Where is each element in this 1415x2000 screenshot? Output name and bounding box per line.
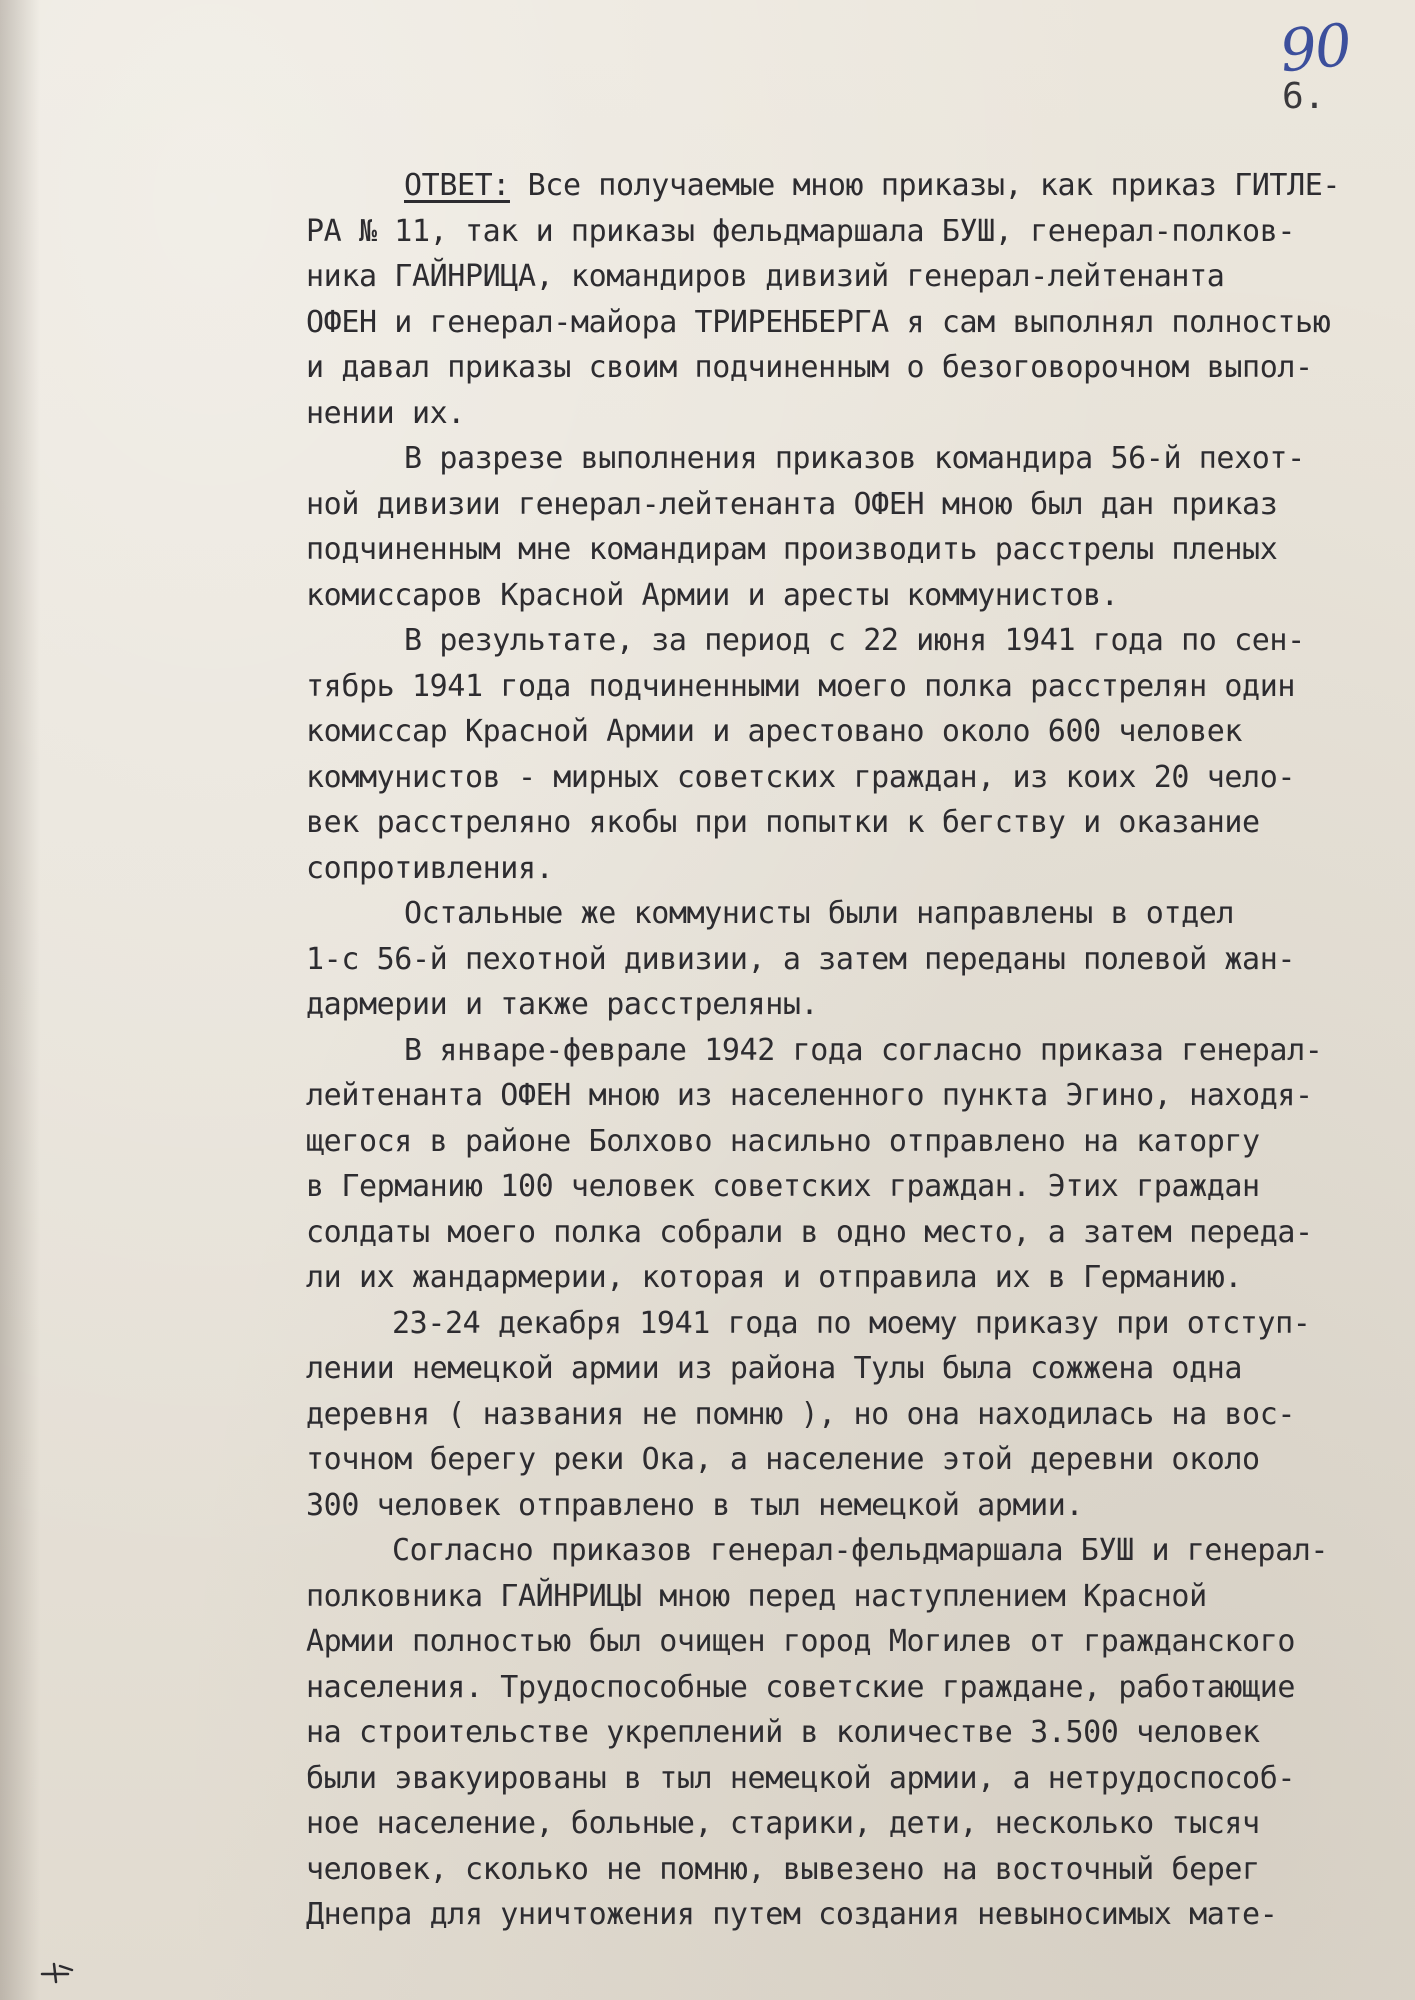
text-line: Согласно приказов генерал-фельдмаршала БУШ и генерал-	[392, 1533, 1329, 1568]
text-line: и давал приказы своим подчиненным о безоговорочном выпол-	[306, 350, 1313, 385]
text-line: человек, сколько не помню, вывезено на восточный берег	[306, 1851, 1260, 1887]
document-body	[306, 163, 1382, 1938]
answer-label: ОТВЕТ:	[404, 168, 510, 203]
text-line: населения. Трудоспособные советские граждане, работающие	[306, 1669, 1296, 1705]
page-edge-shadow	[0, 0, 40, 2000]
typed-page-number: 6.	[1282, 76, 1326, 117]
text-line: были эвакуированы в тыл немецкой армии, а нетрудоспособ-	[306, 1760, 1296, 1796]
text-line: щегося в районе Болхово насильно отправлено на каторгу	[306, 1123, 1260, 1159]
text-line: 23-24 декабря 1941 года по моему приказу при отступ-	[392, 1305, 1311, 1341]
text-line: ное население, больные, старики, дети, несколько тысяч	[306, 1806, 1260, 1841]
text-line: дармерии и также расстреляны.	[306, 987, 819, 1022]
text-line: на строительстве укреплений в количестве 3.500 человек	[306, 1715, 1260, 1750]
text-line: сопротивления.	[306, 850, 554, 886]
text-line: лейтенанта ОФЕН мною из населенного пункта Эгино, находя-	[306, 1078, 1313, 1113]
text-line-content: Все получаемые мною приказы, как приказ ГИТЛЕ-	[509, 168, 1341, 203]
text-line: в Германию 100 человек советских граждан. Этих граждан	[306, 1169, 1260, 1204]
archive-page-number: 90	[1276, 10, 1354, 86]
text-line: солдаты моего полка собрали в одно место, а затем переда-	[306, 1214, 1313, 1250]
text-line: комиссаров Красной Армии и аресты коммунистов.	[306, 577, 1119, 613]
text-line: подчиненным мне командирам производить расстрелы пленых	[306, 532, 1278, 567]
text-line: деревня ( названия не помню ), но она находилась на вос-	[306, 1396, 1296, 1432]
text-line: Остальные же коммунисты были направлены в отдел	[404, 896, 1235, 931]
text-line: В результате, за период с 22 июня 1941 года по сен-	[404, 623, 1305, 658]
text-line: тябрь 1941 года подчиненными моего полка расстрелян один	[306, 668, 1296, 704]
text-line: комиссар Красной Армии и арестовано около 600 человек	[306, 714, 1243, 749]
text-line: лении немецкой армии из района Тулы была сожжена одна	[306, 1351, 1243, 1386]
text-line: нении их.	[306, 395, 465, 431]
text-line: Днепра для уничтожения путем создания невыносимых мате-	[306, 1897, 1278, 1932]
text-line: полковника ГАЙНРИЦЫ мною перед наступлением Красной	[306, 1578, 1207, 1614]
text-line: ника ГАЙНРИЦА, командиров дивизий генерал-лейтенанта	[306, 259, 1225, 294]
text-line: век расстреляно якобы при попытки к бегству и оказание	[306, 805, 1260, 840]
text-line: ли их жандармерии, которая и отправила их в Германию.	[306, 1260, 1243, 1295]
text-line: В январе-феврале 1942 года согласно приказа генерал-	[404, 1032, 1323, 1068]
text-line	[404, 163, 1382, 209]
text-line: 300 человек отправлено в тыл немецкой армии.	[306, 1487, 1084, 1523]
text-line: точном берегу реки Ока, а население этой деревни около	[306, 1442, 1260, 1477]
text-line: коммунистов - мирных советских граждан, из коих 20 чело-	[306, 759, 1296, 795]
text-line: ОФЕН и генерал-майора ТРИРЕНБЕРГА я сам выполнял полностью	[306, 304, 1331, 340]
text-line: 1-с 56-й пехотной дивизии, а затем переданы полевой жан-	[306, 941, 1296, 977]
text-line: Армии полностью был очищен город Могилев от гражданского	[306, 1624, 1296, 1659]
text-line: ной дивизии генерал-лейтенанта ОФЕН мною был дан приказ	[306, 486, 1278, 522]
text-line: РА № 11, так и приказы фельдмаршала БУШ, генерал-полков-	[306, 213, 1296, 249]
ink-blot-mark	[38, 1950, 78, 1986]
text-line: В разрезе выполнения приказов командира 56-й пехот-	[404, 441, 1305, 476]
